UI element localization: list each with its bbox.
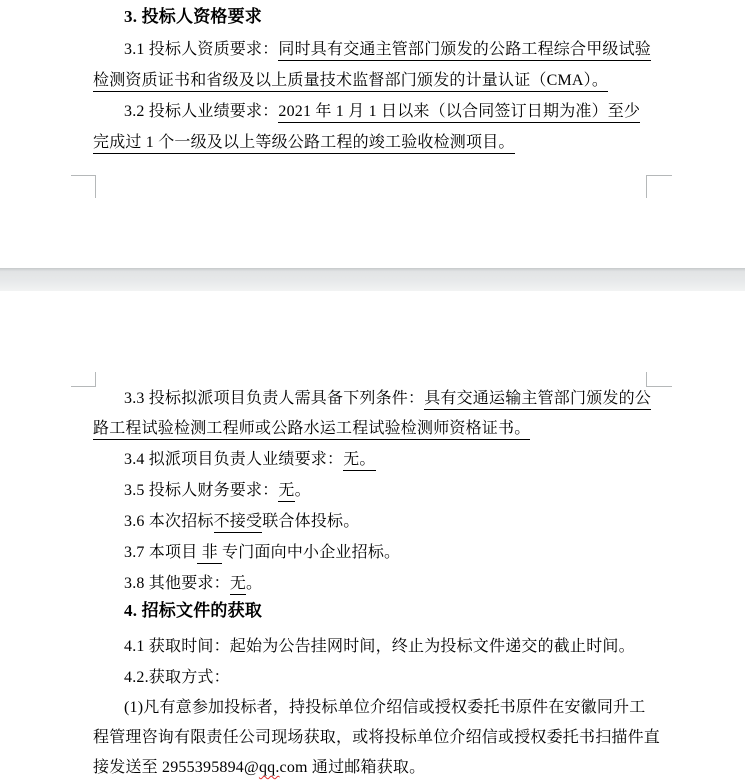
para-3-3-underlined-text: 具有交通运输主管部门颁发的公 xyxy=(424,390,651,410)
section-4-heading: 4. 招标文件的获取 xyxy=(124,601,262,620)
para-3-4 xyxy=(124,450,376,470)
para-4-1: 4.1 获取时间：起始为公告挂网时间，终止为投标文件递交的截止时间。 xyxy=(124,638,635,655)
page2-top-right-crop-mark xyxy=(646,372,672,387)
para-3-6-pre: 3.6 本次招标 xyxy=(124,513,214,530)
para-3-1-line-2 xyxy=(93,71,608,91)
para-3-2-line-2 xyxy=(93,133,515,153)
page-break-separator xyxy=(0,268,745,291)
para-3-5-underlined-text: 无 xyxy=(278,482,294,502)
para-3-1-underlined-text: 同时具有交通主管部门颁发的公路工程综合甲级试验 xyxy=(278,41,651,61)
para-3-5 xyxy=(124,481,311,501)
para-4-2-item-1-line-1: (1)凡有意参加投标者，持投标单位介绍信或授权委托书原件在安徽同升工 xyxy=(124,699,646,716)
para-3-3-underlined-text-2: 路工程试验检测工程师或公路水运工程试验检测师资格证书。 xyxy=(93,420,530,440)
page1-bottom-left-crop-mark xyxy=(71,175,96,198)
para-3-2-underlined-text: 2021 年 1 月 1 日以来（以合同签订日期为准）至少 xyxy=(278,103,640,123)
email-address-pre: 接发送至 2955395894@ xyxy=(93,759,259,776)
para-3-6-underlined-text: 不接受 xyxy=(214,513,263,533)
para-3-3-line-2 xyxy=(93,419,530,439)
para-3-5-label: 3.5 投标人财务要求： xyxy=(124,482,279,499)
section-3-heading: 3. 投标人资格要求 xyxy=(124,7,262,26)
para-3-6 xyxy=(124,512,359,532)
para-3-7-tail: 专门面向中小企业招标。 xyxy=(222,544,401,561)
para-3-1-label: 3.1 投标人资质要求： xyxy=(124,41,279,58)
page1-bottom-right-crop-mark xyxy=(646,175,672,198)
email-address-tail: com 通过邮箱获取。 xyxy=(279,759,426,776)
para-3-7-underlined-text: 非 xyxy=(197,544,222,564)
page2-top-left-crop-mark xyxy=(71,372,96,387)
para-3-3-line-1 xyxy=(124,389,651,409)
para-3-4-underlined-text: 无。 xyxy=(343,451,375,471)
para-4-2-item-1-line-3 xyxy=(93,758,425,778)
email-spellcheck-segment: qq. xyxy=(258,759,280,776)
para-3-5-tail: 。 xyxy=(294,482,311,499)
para-3-7 xyxy=(124,543,400,563)
para-3-8 xyxy=(124,574,262,594)
para-3-2-line-1 xyxy=(124,102,640,122)
para-3-6-tail: 联合体投标。 xyxy=(262,513,360,530)
para-3-3-label: 3.3 投标拟派项目负责人需具备下列条件： xyxy=(124,390,425,407)
para-3-2-label: 3.2 投标人业绩要求： xyxy=(124,103,279,120)
para-3-7-pre: 3.7 本项目 xyxy=(124,544,198,561)
para-3-4-label: 3.4 拟派项目负责人业绩要求： xyxy=(124,451,344,468)
para-3-2-underlined-text-2: 完成过 1 个一级及以上等级公路工程的竣工验收检测项目。 xyxy=(93,134,515,154)
para-4-2: 4.2.获取方式： xyxy=(124,669,230,686)
para-3-8-tail: 。 xyxy=(246,575,263,592)
para-3-1-underlined-text-2: 检测资质证书和省级及以上质量技术监督部门颁发的计量认证（CMA）。 xyxy=(93,72,608,92)
para-3-1-line-1 xyxy=(124,40,651,60)
para-3-8-underlined-text: 无 xyxy=(230,575,246,595)
para-3-8-label: 3.8 其他要求： xyxy=(124,575,230,592)
para-4-2-item-1-line-2: 程管理咨询有限责任公司现场获取，或将投标单位介绍信或授权委托书扫描件直 xyxy=(93,729,661,746)
